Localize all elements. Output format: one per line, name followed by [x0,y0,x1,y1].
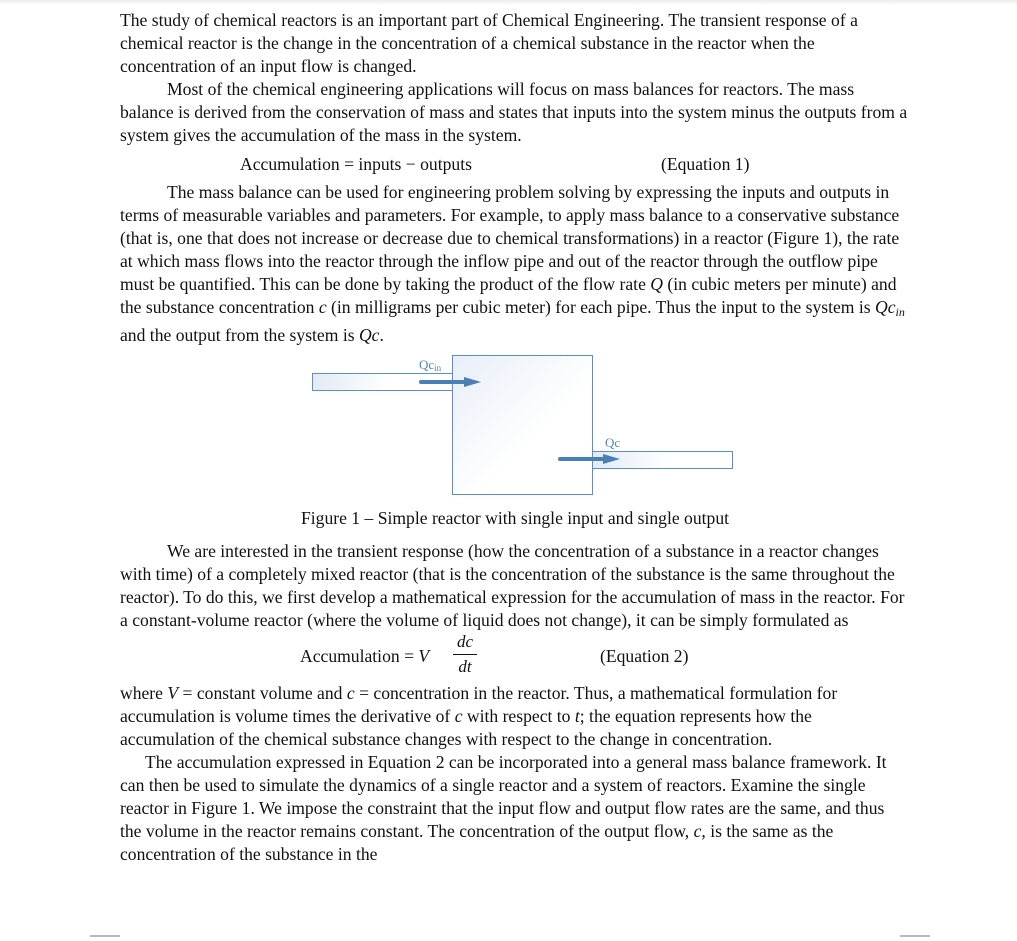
outflow-arrow-icon [560,454,620,464]
equation-2-label: (Equation 2) [600,646,689,666]
paragraph-measurable-variables: The mass balance can be used for engineering problem solving by expressing the inputs and outputs in terms of measurable variables and parameters. For example, to apply mass balance to a conservative substance (that is, one that does not increase or decrease due to chemical transformations) in a reactor (Figure 1), the rate at which mass flows into the reactor through the inflow pipe and out of the reactor through the outflow pipe must be quantified. This can be done by taking the product of the flow rate Q (in cubic meters per minute) and the substance concentration c (in milligrams per cubic meter) for each pipe. Thus the input to the system is $Qc_{in}$ and the output from the system is Qc. [120,182,905,345]
flow-arrows [120,355,820,505]
equation-1 [120,147,910,181]
inflow-label: $Qc_{in}$ [419,357,442,373]
equation-1-label: (Equation 1) [661,154,750,174]
figure-1-caption: Figure 1 – Simple reactor with single input and single output [300,508,730,528]
paragraph-transient-response: We are interested in the transient response (how the concentration of a substance in a reactor changes with time) of a completely mixed reactor (that is the concentration of the substance is the same throughout the reactor). To do this, we first develop a mathematical expression for the accumulation of mass in the reactor. For a constant-volume reactor (where the volume of liquid does not change), it can be simply formulated as [120,541,905,630]
document-page [120,9,910,866]
equation-2 [120,632,910,682]
equation-2-derivative: $\frac{dc}{dt}$ [453,632,477,677]
page-margin-mark-left [90,935,120,937]
paragraph-mass-balance: Most of the chemical engineering applications will focus on mass balances for reactors. The mass balance is derived from the conservation of mass and states that inputs into the system minus the outputs from a system gives the accumulation of the mass in the system. [120,79,908,145]
paragraph-where-definitions: where V = constant volume and c = concentration in the reactor. Thus, a mathematical formulation for accumulation is volume times the derivative of c with respect to t; the equation represents how the accumulation of the chemical substance changes with respect to the change in concentration. [120,683,838,749]
inflow-arrow-icon [421,377,481,387]
equation-2-lhs: Accumulation = V [300,646,430,666]
page-top-shadow [0,0,1017,5]
figure-1-reactor-diagram [120,355,910,505]
outflow-label: Qc [605,435,621,450]
equation-1-expression: Accumulation = inputs − outputs [240,154,472,174]
paragraph-intro: The study of chemical reactors is an important part of Chemical Engineering. The transient response of a chemical reactor is the change in the concentration of a chemical substance in the reactor when the concentration of an input flow is changed. [120,10,858,76]
paragraph-general-framework: The accumulation expressed in Equation 2 can be incorporated into a general mass balance framework. It can then be used to simulate the dynamics of a single reactor and a system of reactors. Examine the single reactor in Figure 1. We impose the constraint that the input flow and output flow rates are the same, and thus the volume in the reactor remains constant. The concentration of the output flow, c, is the same as the concentration of the substance in the [120,752,887,864]
page-margin-mark-right [900,935,930,937]
